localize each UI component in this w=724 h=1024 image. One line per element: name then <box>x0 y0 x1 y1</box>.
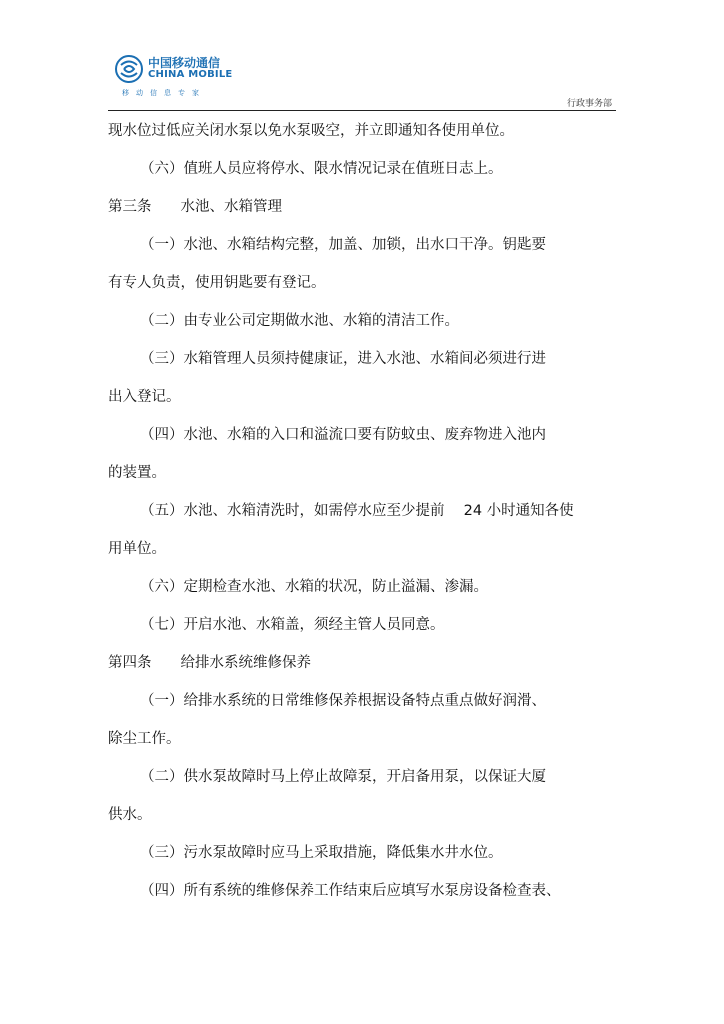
text-line: 用单位。 <box>108 541 166 557</box>
text-line: （三）污水泵故障时应马上采取措施，降低集水井水位。 <box>140 845 503 861</box>
logo-slogan: 移动信息专家 <box>122 89 206 97</box>
text-line: 有专人负责，使用钥匙要有登记。 <box>108 275 326 291</box>
department-label: 行政事务部 <box>566 99 612 109</box>
text-line: （二）供水泵故障时马上停止故障泵，开启备用泵，以保证大厦 <box>140 769 546 785</box>
text-line: （五）水池、水箱清洗时，如需停水应至少提前 24 小时通知各使 <box>140 503 574 519</box>
text-line: 供水。 <box>108 807 152 823</box>
text-line: （二）由专业公司定期做水池、水箱的清洁工作。 <box>140 313 459 329</box>
page-header <box>108 52 616 112</box>
text-line: （一）水池、水箱结构完整，加盖、加锁，出水口干净。钥匙要 <box>140 237 546 253</box>
logo-chinese-text: 中国移动通信 <box>148 56 221 70</box>
text-line: 的装置。 <box>108 465 166 481</box>
text-line: 出入登记。 <box>108 389 181 405</box>
article-heading: 第三条 水池、水箱管理 <box>108 199 282 215</box>
text-line: （六）值班人员应将停水、限水情况记录在值班日志上。 <box>140 161 503 177</box>
text-line: 现水位过低应关闭水泵以免水泵吸空，并立即通知各使用单位。 <box>108 123 514 139</box>
logo-english-text: CHINA MOBILE <box>148 69 233 80</box>
text-line: 除尘工作。 <box>108 731 181 747</box>
china-mobile-logo-icon <box>114 54 144 84</box>
text-line: （四）所有系统的维修保养工作结束后应填写水泵房设备检查表、 <box>140 883 561 899</box>
text-line: （六）定期检查水池、水箱的状况，防止溢漏、渗漏。 <box>140 579 488 595</box>
text-line: （四）水池、水箱的入口和溢流口要有防蚊虫、废弃物进入池内 <box>140 427 546 443</box>
header-divider <box>108 110 616 111</box>
text-line: （三）水箱管理人员须持健康证，进入水池、水箱间必须进行进 <box>140 351 546 367</box>
text-line: （七）开启水池、水箱盖，须经主管人员同意。 <box>140 617 445 633</box>
article-heading: 第四条 给排水系统维修保养 <box>108 655 311 671</box>
china-mobile-logo <box>114 52 234 100</box>
text-line: （一）给排水系统的日常维修保养根据设备特点重点做好润滑、 <box>140 693 546 709</box>
